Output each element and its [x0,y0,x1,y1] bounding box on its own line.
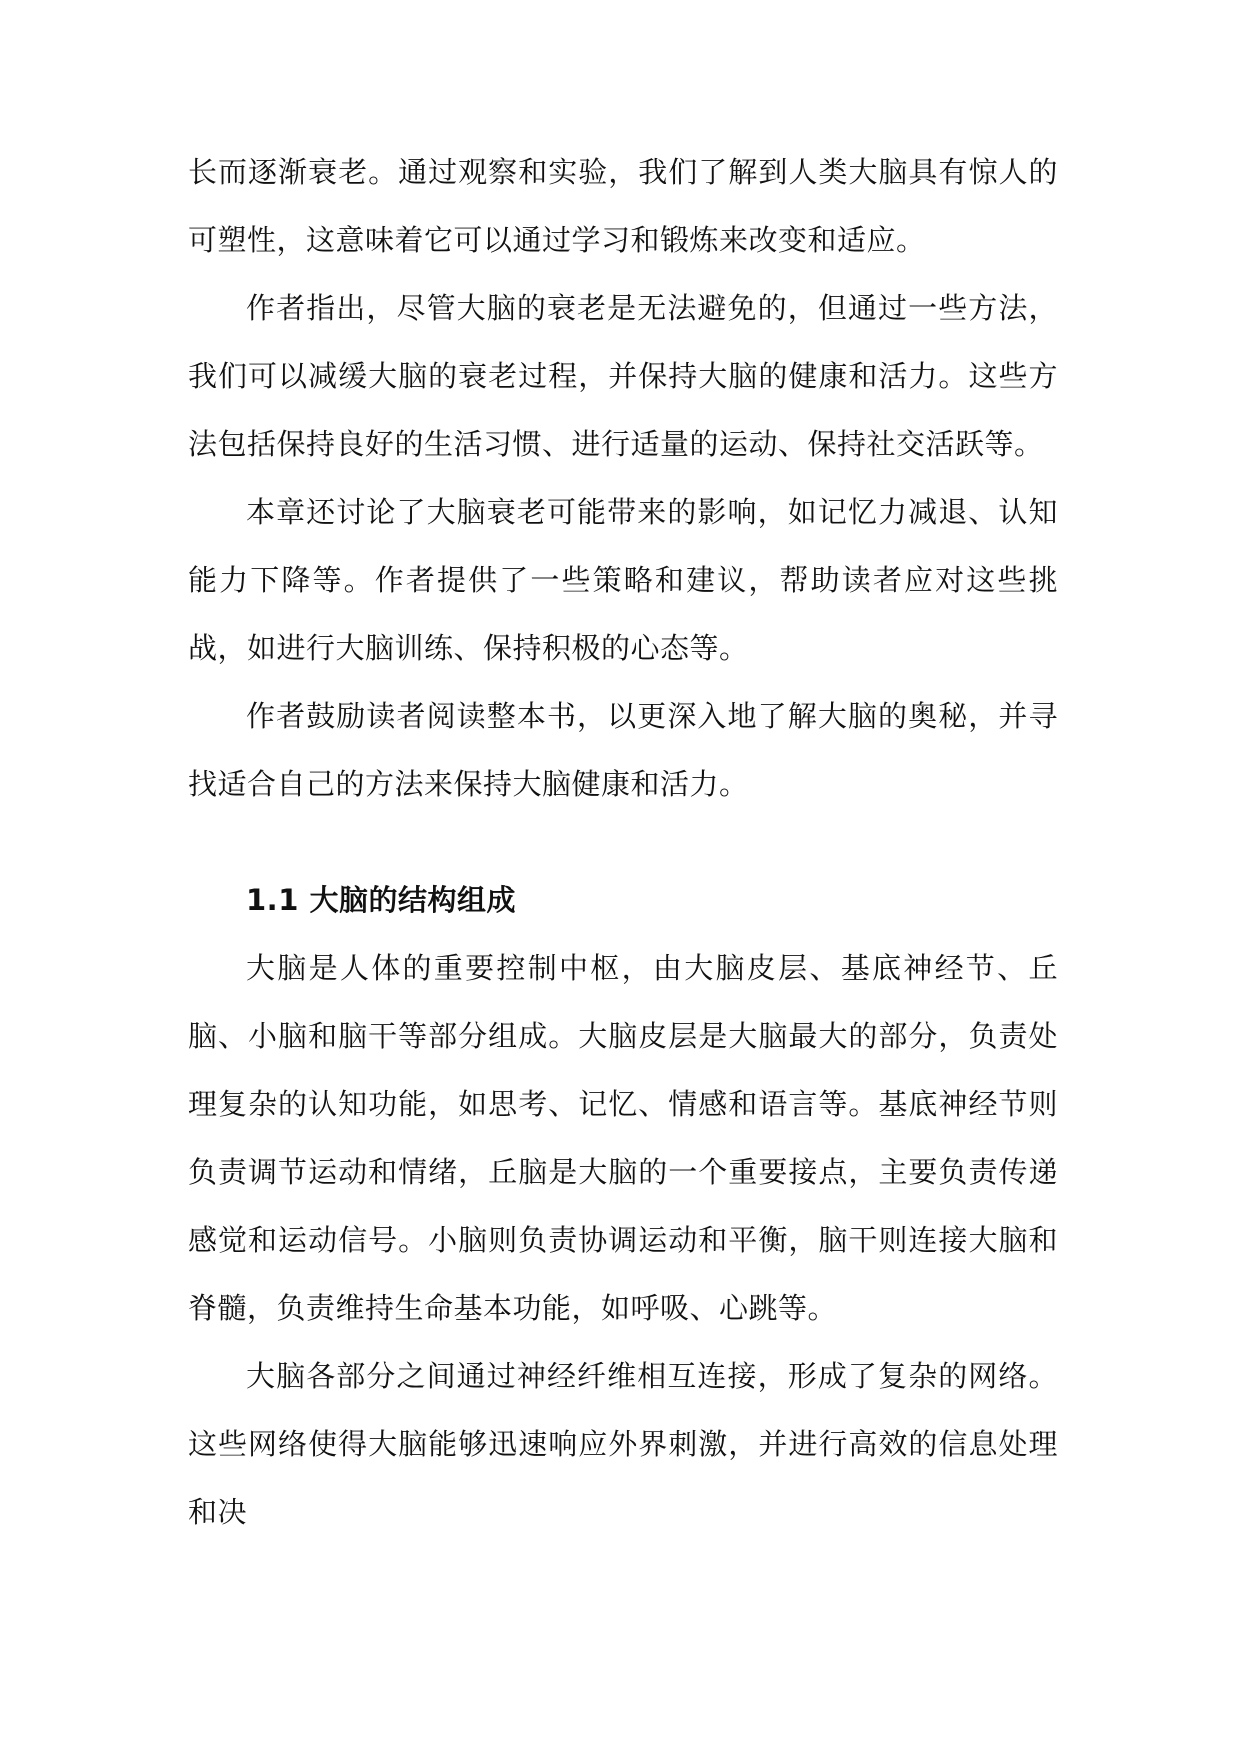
document-body [188,138,1058,1546]
paragraph: 作者指出，尽管大脑的衰老是无法避免的，但通过一些方法，我们可以减缓大脑的衰老过程，并保持大脑的健康和活力。这些方法包括保持良好的生活习惯、进行适量的运动、保持社交活跃等。 [188,291,1058,461]
paragraph: 本章还讨论了大脑衰老可能带来的影响，如记忆力减退、认知能力下降等。作者提供了一些策略和建议，帮助读者应对这些挑战，如进行大脑训练、保持积极的心态等。 [188,495,1058,665]
paragraph: 大脑是人体的重要控制中枢，由大脑皮层、基底神经节、丘脑、小脑和脑干等部分组成。大脑皮层是大脑最大的部分，负责处理复杂的认知功能，如思考、记忆、情感和语言等。基底神经节则负责调节运动和情绪，丘脑是大脑的一个重要接点，主要负责传递感觉和运动信号。小脑则负责协调运动和平衡，脑干则连接大脑和脊髓，负责维持生命基本功能，如呼吸、心跳等。 [188,951,1058,1325]
paragraph: 大脑各部分之间通过神经纤维相互连接，形成了复杂的网络。这些网络使得大脑能够迅速响应外界刺激，并进行高效的信息处理和决 [188,1359,1058,1529]
section-heading: 1.1 大脑的结构组成 [246,883,516,917]
paragraph: 作者鼓励读者阅读整本书，以更深入地了解大脑的奥秘，并寻找适合自己的方法来保持大脑健康和活力。 [188,699,1058,801]
paragraph-continued: 长而逐渐衰老。通过观察和实验，我们了解到人类大脑具有惊人的可塑性，这意味着它可以通过学习和锻炼来改变和适应。 [188,155,1058,257]
